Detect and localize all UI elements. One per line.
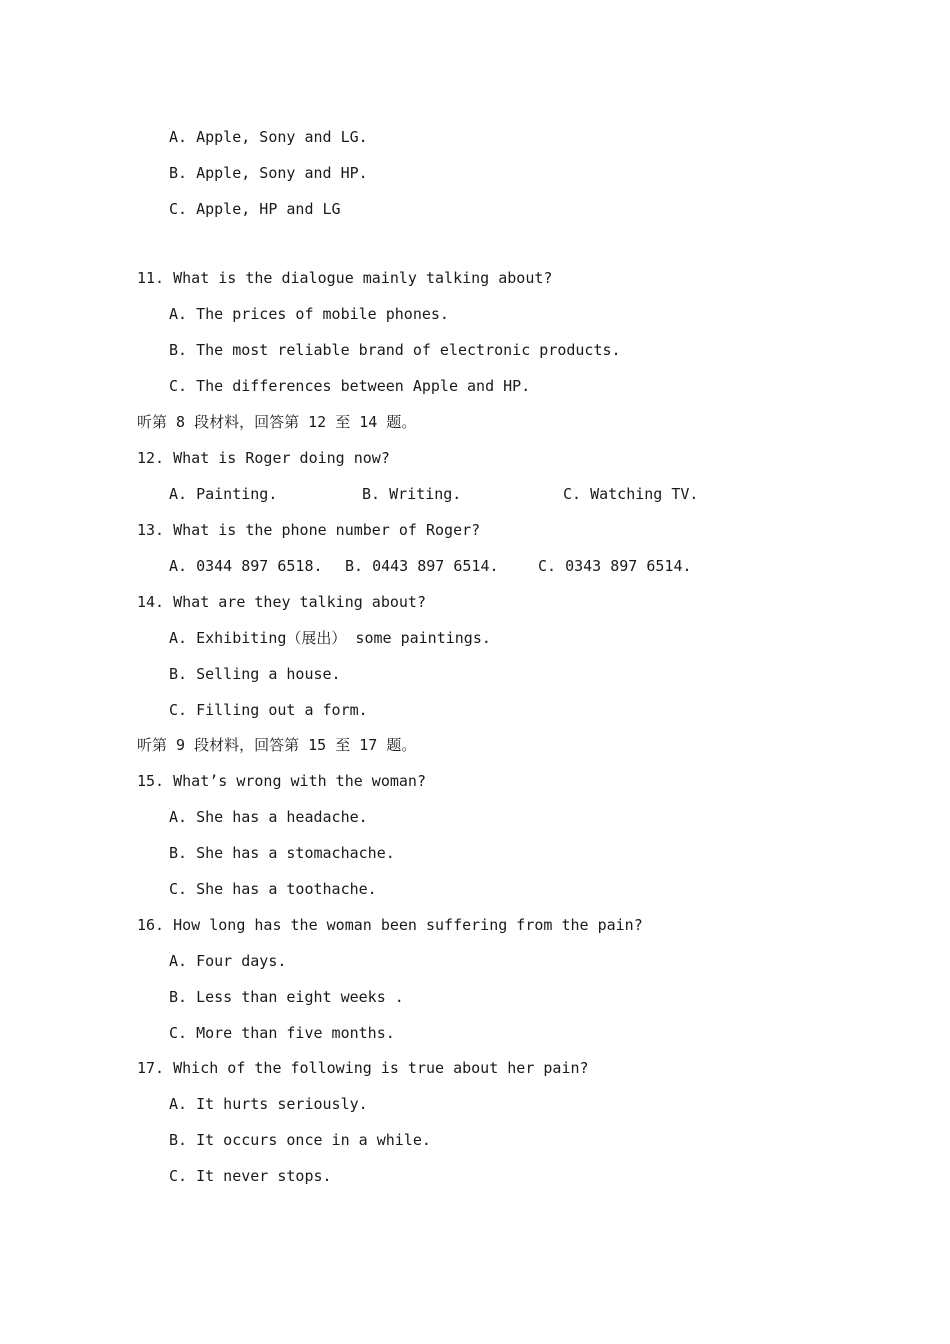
q15-question: 15. What’s wrong with the woman? — [137, 772, 426, 790]
q12-option-a: A. Painting. — [169, 485, 278, 503]
q15-option-b: B. She has a stomachache. — [169, 844, 395, 862]
q17-question: 17. Which of the following is true about her pain? — [137, 1059, 589, 1077]
q10-option-c: C. Apple, HP and LG — [169, 200, 341, 218]
q16-option-a: A. Four days. — [169, 952, 287, 970]
q13-option-b: B. 0443 897 6514. — [345, 557, 499, 575]
q13-question: 13. What is the phone number of Roger? — [137, 521, 481, 539]
q11-option-b: B. The most reliable brand of electronic products. — [169, 341, 621, 359]
q16-option-b: B. Less than eight weeks . — [169, 988, 404, 1006]
q10-option-a: A. Apple, Sony and LG. — [169, 128, 368, 146]
q11-option-c: C. The differences between Apple and HP. — [169, 377, 531, 395]
q17-option-c: C. It never stops. — [169, 1167, 332, 1185]
q12-option-b: B. Writing. — [362, 485, 462, 503]
q12-question: 12. What is Roger doing now? — [137, 449, 390, 467]
q14-option-b: B. Selling a house. — [169, 665, 341, 683]
q14-option-c: C. Filling out a form. — [169, 701, 368, 719]
q11-question: 11. What is the dialogue mainly talking about? — [137, 269, 553, 287]
q13-option-c: C. 0343 897 6514. — [538, 557, 692, 575]
q17-option-b: B. It occurs once in a while. — [169, 1131, 431, 1149]
section-8-heading: 听第 8 段材料，回答第 12 至 14 题。 — [137, 413, 417, 431]
q16-option-c: C. More than five months. — [169, 1024, 395, 1042]
q17-option-a: A. It hurts seriously. — [169, 1095, 368, 1113]
q12-option-c: C. Watching TV. — [563, 485, 699, 503]
q10-option-b: B. Apple, Sony and HP. — [169, 164, 368, 182]
q13-option-a: A. 0344 897 6518. — [169, 557, 323, 575]
q14-option-a: A. Exhibiting（展出） some paintings. — [169, 629, 491, 647]
q15-option-c: C. She has a toothache. — [169, 880, 377, 898]
q14-question: 14. What are they talking about? — [137, 593, 426, 611]
q11-option-a: A. The prices of mobile phones. — [169, 305, 449, 323]
q15-option-a: A. She has a headache. — [169, 808, 368, 826]
q16-question: 16. How long has the woman been suffering from the pain? — [137, 916, 643, 934]
section-9-heading: 听第 9 段材料，回答第 15 至 17 题。 — [137, 736, 417, 754]
